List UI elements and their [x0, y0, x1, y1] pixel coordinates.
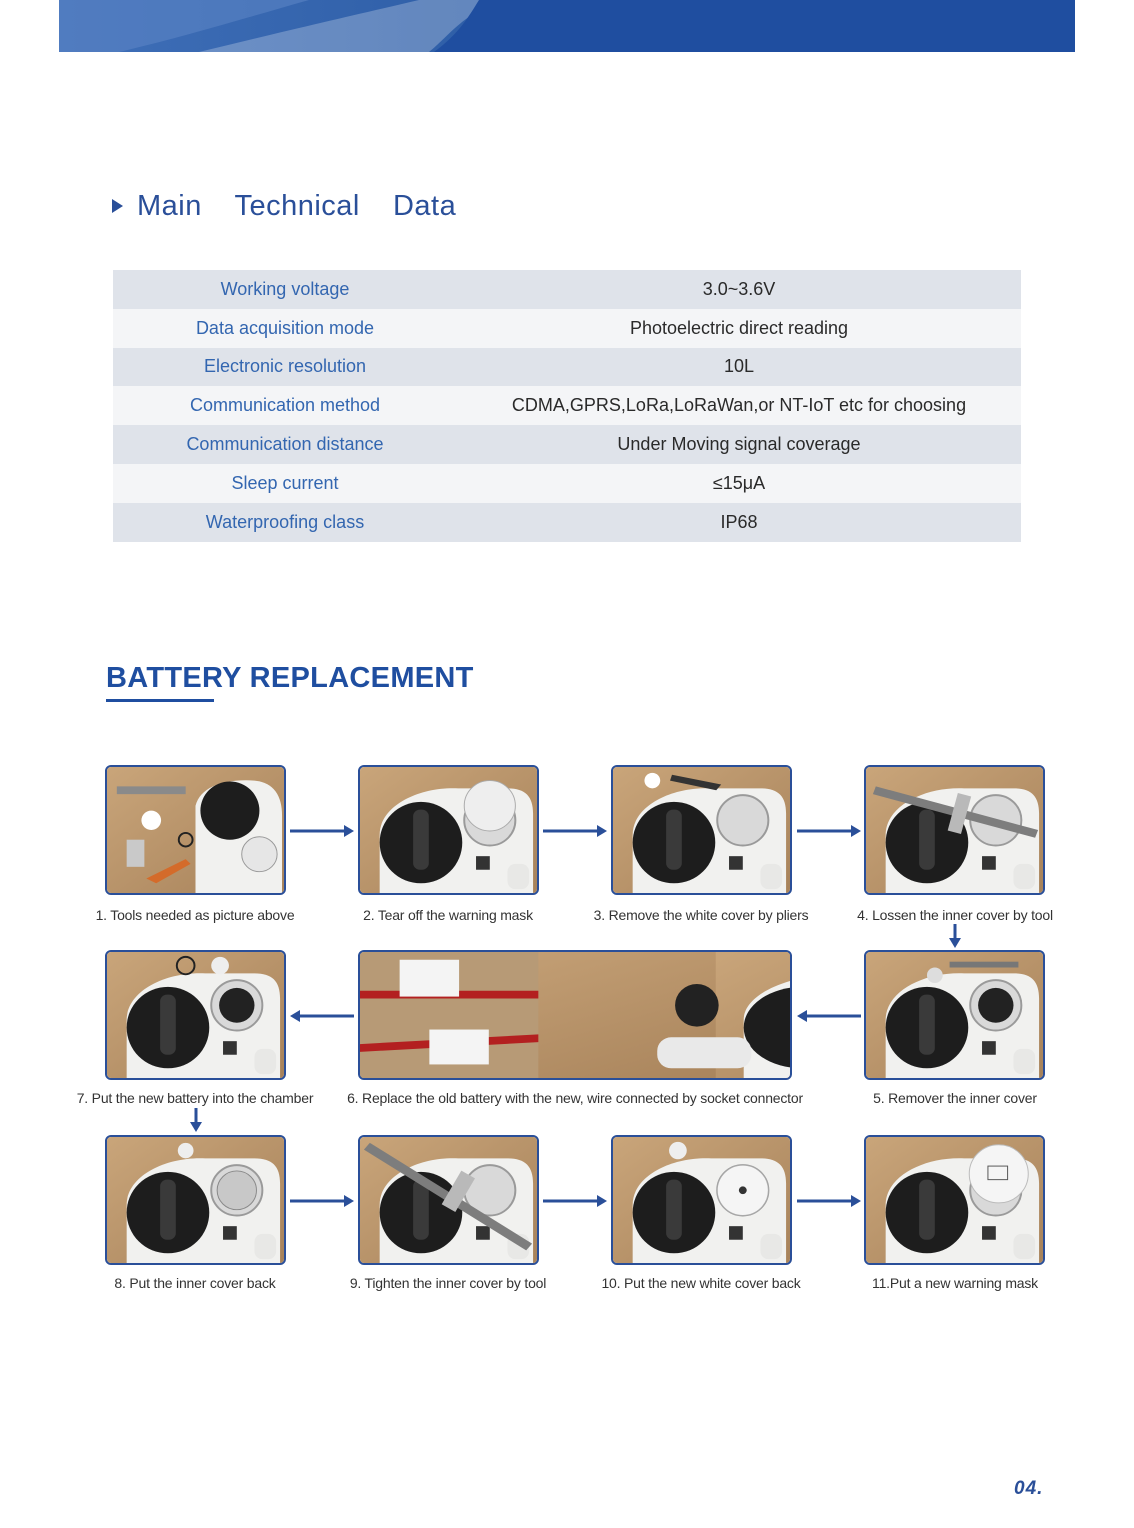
arrow-right-icon: [797, 1193, 861, 1209]
arrow-right-icon: [543, 1193, 607, 1209]
triangle-bullet-icon: [112, 199, 123, 213]
step-8-photo: [105, 1135, 286, 1265]
spec-value: Under Moving signal coverage: [457, 425, 1021, 464]
step-10-photo: [611, 1135, 792, 1265]
step-3-photo: [611, 765, 792, 895]
spec-value: ≤15μA: [457, 464, 1021, 503]
technical-data-heading: [112, 186, 456, 226]
arrow-right-icon: [290, 1193, 354, 1209]
step-caption: 1. Tools needed as picture above: [95, 907, 295, 923]
header-banner: [59, 0, 1075, 52]
title-underline: [106, 699, 214, 702]
arrow-right-icon: [290, 823, 354, 839]
step-2-photo: [358, 765, 539, 895]
step-7-photo: [105, 950, 286, 1080]
step-caption: 10. Put the new white cover back: [601, 1275, 801, 1291]
step-caption: 5. Remover the inner cover: [873, 1090, 1037, 1106]
step-caption: 11.Put a new warning mask: [872, 1275, 1038, 1291]
banner-decoration: [59, 0, 1075, 52]
step-11-photo: [864, 1135, 1045, 1265]
arrow-down-icon: [188, 1108, 204, 1132]
technical-data-table: [113, 270, 1021, 542]
spec-label: Sleep current: [113, 464, 457, 503]
spec-label: Electronic resolution: [113, 348, 457, 387]
step-4-photo: [864, 765, 1045, 895]
step-5-photo: [864, 950, 1045, 1080]
table-row: [113, 386, 1021, 425]
technical-data-title: Main Technical Data: [137, 189, 457, 222]
spec-label: Communication distance: [113, 425, 457, 464]
arrow-down-icon: [947, 924, 963, 948]
spec-value: CDMA,GPRS,LoRa,LoRaWan,or NT-IoT etc for choosing: [457, 386, 1021, 425]
step-caption: 9. Tighten the inner cover by tool: [349, 1275, 547, 1291]
arrow-left-icon: [797, 1008, 861, 1024]
spec-label: Communication method: [113, 386, 457, 425]
spec-value: 10L: [457, 348, 1021, 387]
table-row: [113, 425, 1021, 464]
table-row: [113, 309, 1021, 348]
table-row: [113, 464, 1021, 503]
battery-replacement-title: BATTERY REPLACEMENT: [106, 662, 474, 694]
step-caption: 8. Put the inner cover back: [114, 1275, 276, 1291]
step-9-photo: [358, 1135, 539, 1265]
spec-label: Waterproofing class: [113, 503, 457, 542]
step-6-photo: [358, 950, 792, 1080]
table-row: [113, 503, 1021, 542]
step-caption: 6. Replace the old battery with the new, wire connected by socket connector: [347, 1090, 803, 1106]
table-row: [113, 270, 1021, 309]
arrow-right-icon: [543, 823, 607, 839]
page-number: 04.: [1014, 1478, 1044, 1499]
arrow-left-icon: [290, 1008, 354, 1024]
arrow-right-icon: [797, 823, 861, 839]
step-caption: 4. Lossen the inner cover by tool: [857, 907, 1053, 923]
step-1-photo: [105, 765, 286, 895]
spec-label: Working voltage: [113, 270, 457, 309]
step-caption: 3. Remove the white cover by pliers: [593, 907, 809, 923]
spec-value: 3.0~3.6V: [457, 270, 1021, 309]
step-caption: 2. Tear off the warning mask: [363, 907, 533, 923]
step-caption: 7. Put the new battery into the chamber: [76, 1090, 314, 1106]
spec-value: Photoelectric direct reading: [457, 309, 1021, 348]
table-row: [113, 348, 1021, 387]
spec-label: Data acquisition mode: [113, 309, 457, 348]
spec-value: IP68: [457, 503, 1021, 542]
